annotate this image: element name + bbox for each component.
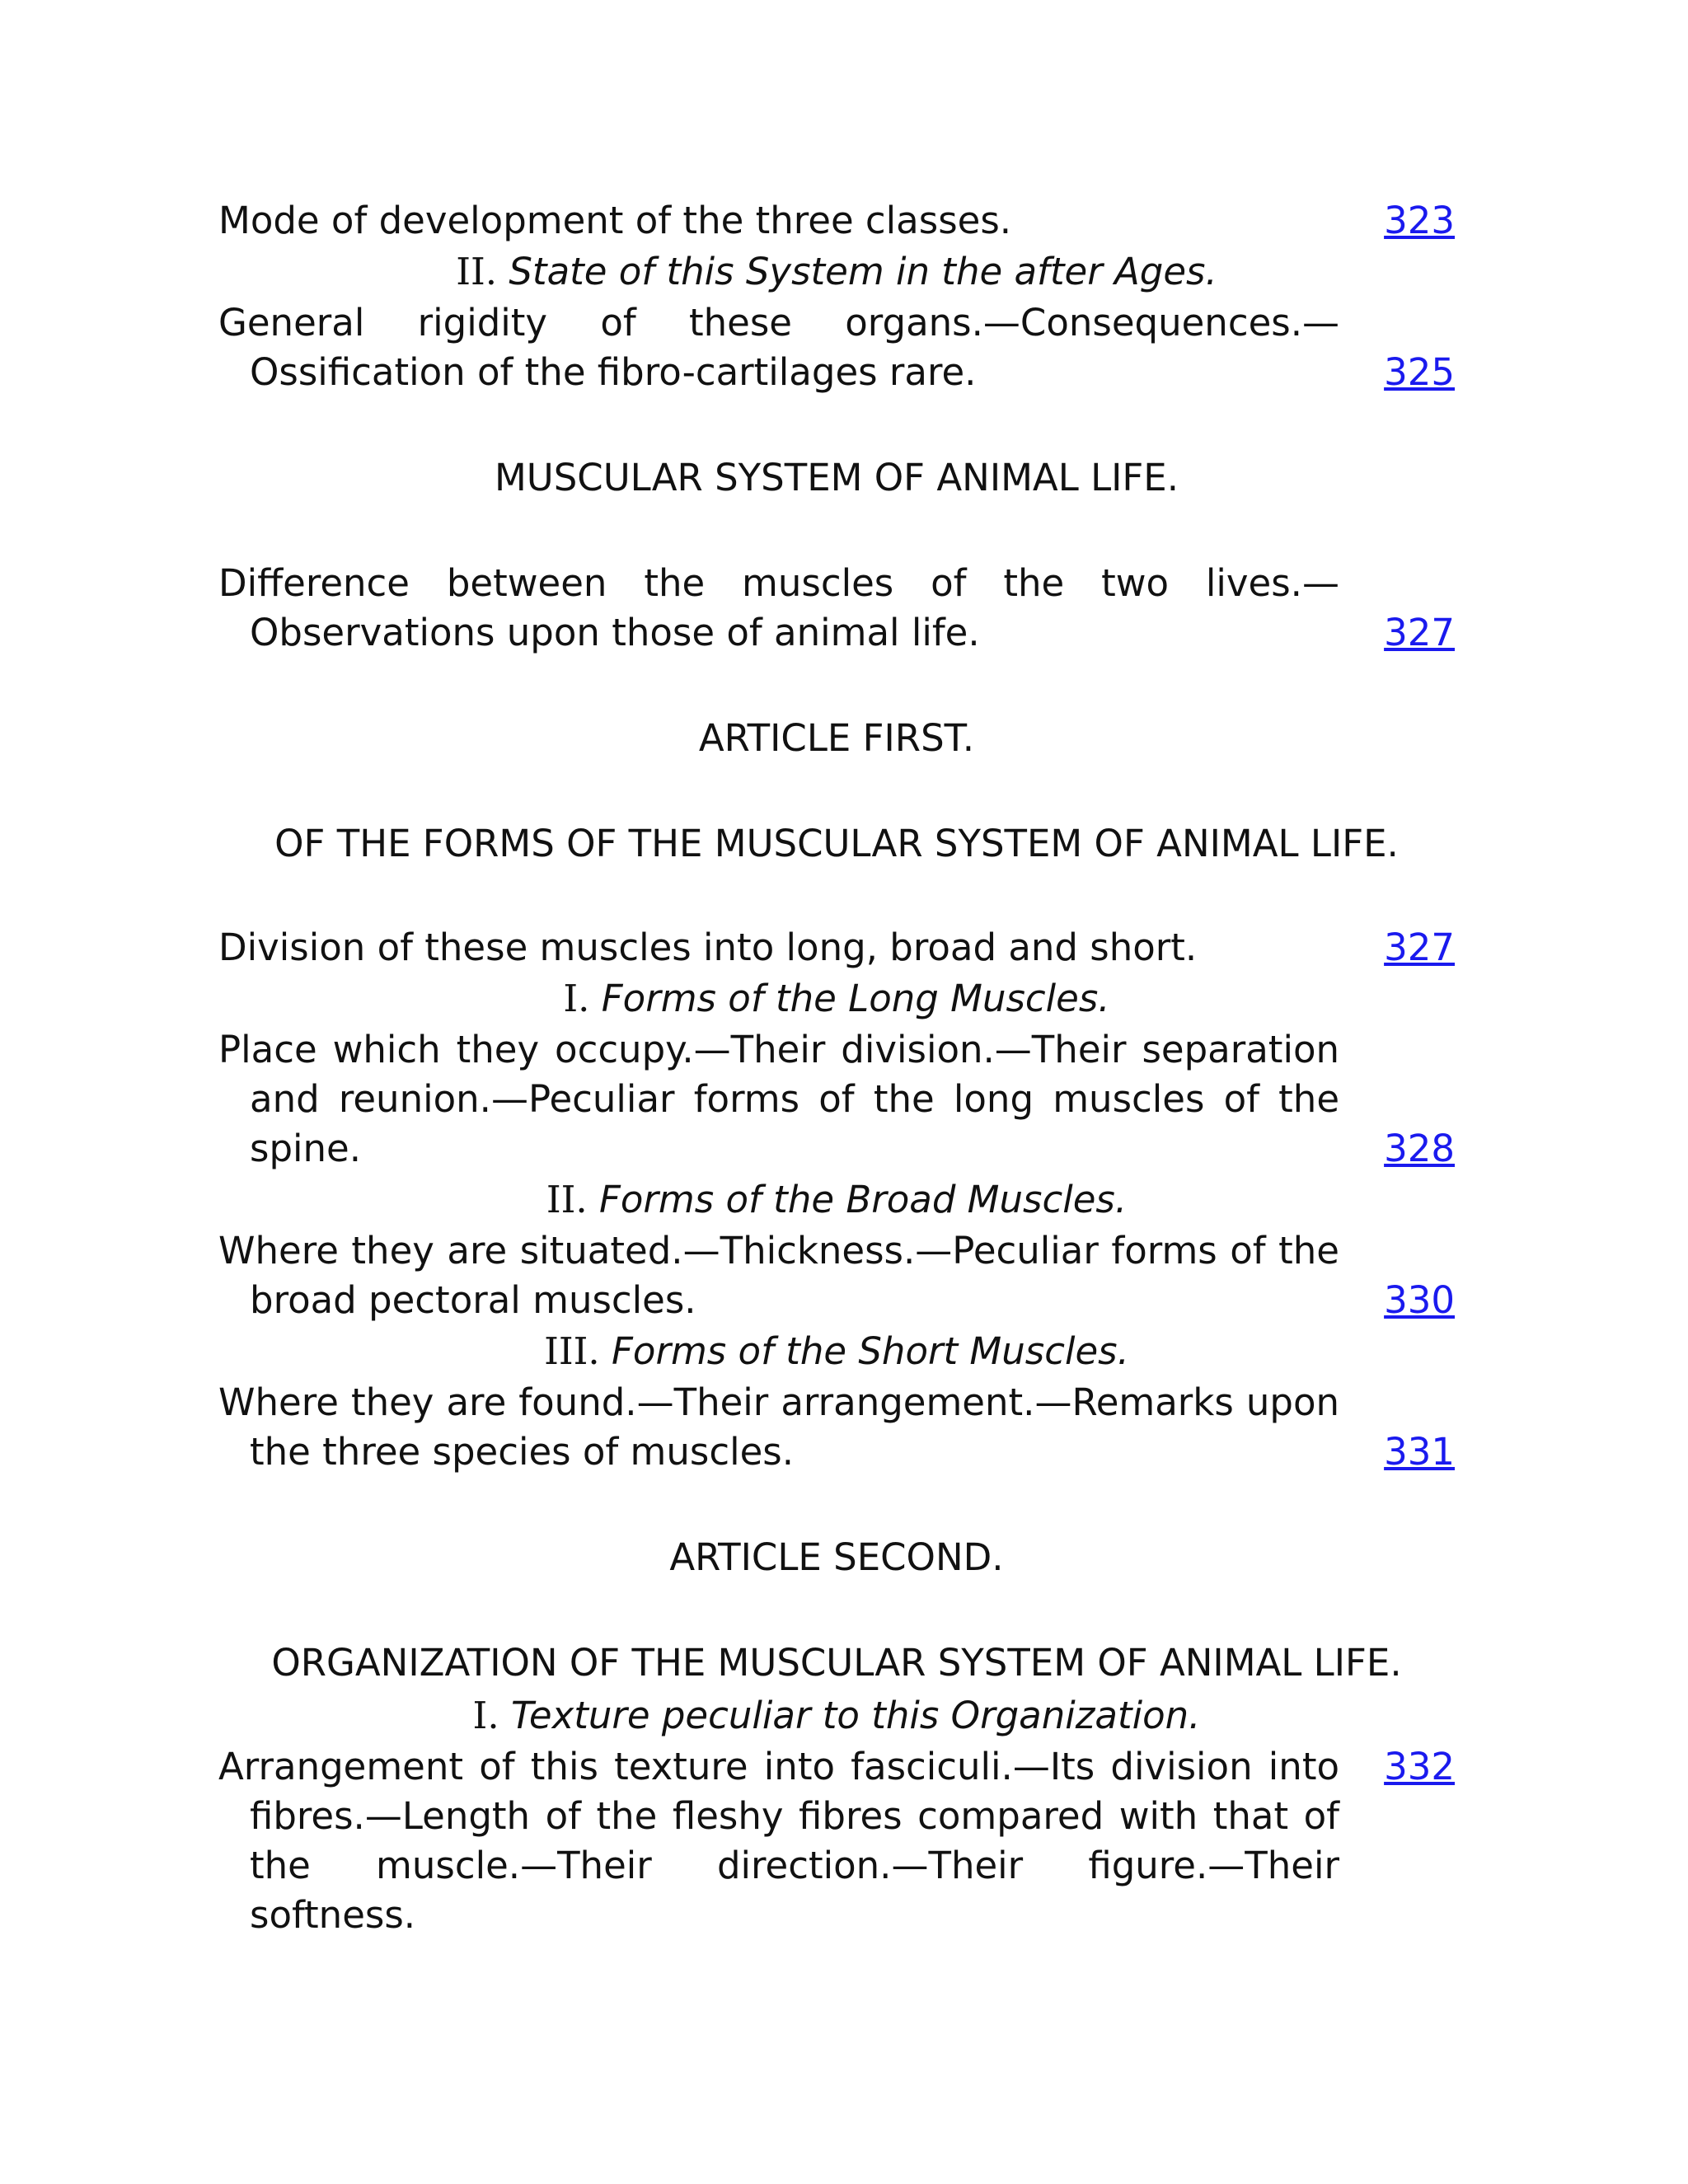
page-link[interactable]: 328 — [1384, 1127, 1455, 1170]
toc-entry-page — [1339, 196, 1455, 246]
page-link[interactable]: 330 — [1384, 1278, 1455, 1322]
page-link[interactable]: 323 — [1384, 199, 1455, 242]
toc-entry-text: Difference between the muscles of the two lives.—Observations upon those of animal life. — [218, 561, 1339, 654]
toc-entry-text: General rigidity of these organs.—Consequences.—Ossification of the fibro-cartilages rare. — [218, 301, 1339, 394]
page-link[interactable]: 327 — [1384, 611, 1455, 654]
toc-entry — [218, 1226, 1455, 1325]
spacer — [218, 1477, 1455, 1531]
spacer — [218, 397, 1455, 452]
subhead-number: I. — [563, 977, 590, 1020]
toc-entry-page — [1339, 608, 1455, 658]
toc-entry-page — [1339, 348, 1455, 397]
article-heading: ARTICLE SECOND. — [669, 1535, 1004, 1579]
subhead-number: II. — [456, 250, 498, 293]
toc-subhead — [218, 1325, 1455, 1378]
toc-entry-page — [1339, 1742, 1455, 1792]
subhead-title: Forms of the Broad Muscles. — [599, 1178, 1128, 1221]
subhead-title: Forms of the Short Muscles. — [612, 1329, 1129, 1373]
toc-entry-text: Place which they occupy.—Their division.—Their separation and reunion.—Peculiar forms of the long muscles of the spine. — [218, 1028, 1339, 1170]
toc-entry — [218, 298, 1455, 397]
subhead-title: Texture peculiar to this Organization. — [510, 1694, 1201, 1737]
toc-subhead — [218, 1174, 1455, 1226]
toc-entry-text: Mode of development of the three classes. — [218, 199, 1012, 242]
page-link[interactable]: 331 — [1384, 1430, 1455, 1474]
article-heading: ARTICLE FIRST. — [698, 716, 975, 760]
toc-entry — [218, 1742, 1455, 1940]
subhead-number: III. — [544, 1329, 600, 1373]
article-title: OF THE FORMS OF THE MUSCULAR SYSTEM OF ANIMAL LIFE. — [274, 822, 1399, 865]
spacer — [218, 765, 1455, 818]
toc-entry-page — [1339, 923, 1455, 972]
subhead-title: Forms of the Long Muscles. — [601, 977, 1110, 1020]
toc-subhead — [218, 972, 1455, 1025]
toc-entry — [218, 1025, 1455, 1174]
toc-entry-text: Division of these muscles into long, broad and short. — [218, 926, 1198, 969]
toc-entry-page — [1339, 1427, 1455, 1477]
toc-entry — [218, 923, 1455, 972]
toc-entry-page — [1339, 1124, 1455, 1174]
subhead-number: I. — [472, 1694, 499, 1737]
subhead-number: II. — [546, 1178, 588, 1221]
toc-entry-text: Arrangement of this texture into fasciculi.—Its division into fibres.—Length of the fleshy fibres compared with that of the muscle.—Their direction.—Their figure.—Their softness. — [218, 1745, 1339, 1937]
toc-entry — [218, 196, 1455, 246]
page-link[interactable]: 325 — [1384, 350, 1455, 394]
toc-entry — [218, 1378, 1455, 1477]
page-link[interactable]: 332 — [1384, 1745, 1455, 1788]
table-of-contents — [218, 196, 1455, 1940]
spacer — [218, 504, 1455, 559]
toc-entry-text: Where they are found.—Their arrangement.—Remarks upon the three species of muscles. — [218, 1380, 1339, 1474]
section-heading: MUSCULAR SYSTEM OF ANIMAL LIFE. — [494, 456, 1179, 499]
spacer — [218, 1584, 1455, 1637]
spacer — [218, 870, 1455, 923]
spacer — [218, 658, 1455, 712]
subhead-title: State of this System in the after Ages. — [509, 250, 1217, 293]
toc-subhead — [218, 246, 1455, 298]
toc-entry — [218, 559, 1455, 658]
toc-subhead — [218, 1690, 1455, 1742]
toc-entry-page — [1339, 1276, 1455, 1325]
page-link[interactable]: 327 — [1384, 926, 1455, 969]
toc-entry-text: Where they are situated.—Thickness.—Peculiar forms of the broad pectoral muscles. — [218, 1229, 1339, 1322]
article-title: ORGANIZATION OF THE MUSCULAR SYSTEM OF ANIMAL LIFE. — [271, 1641, 1402, 1685]
